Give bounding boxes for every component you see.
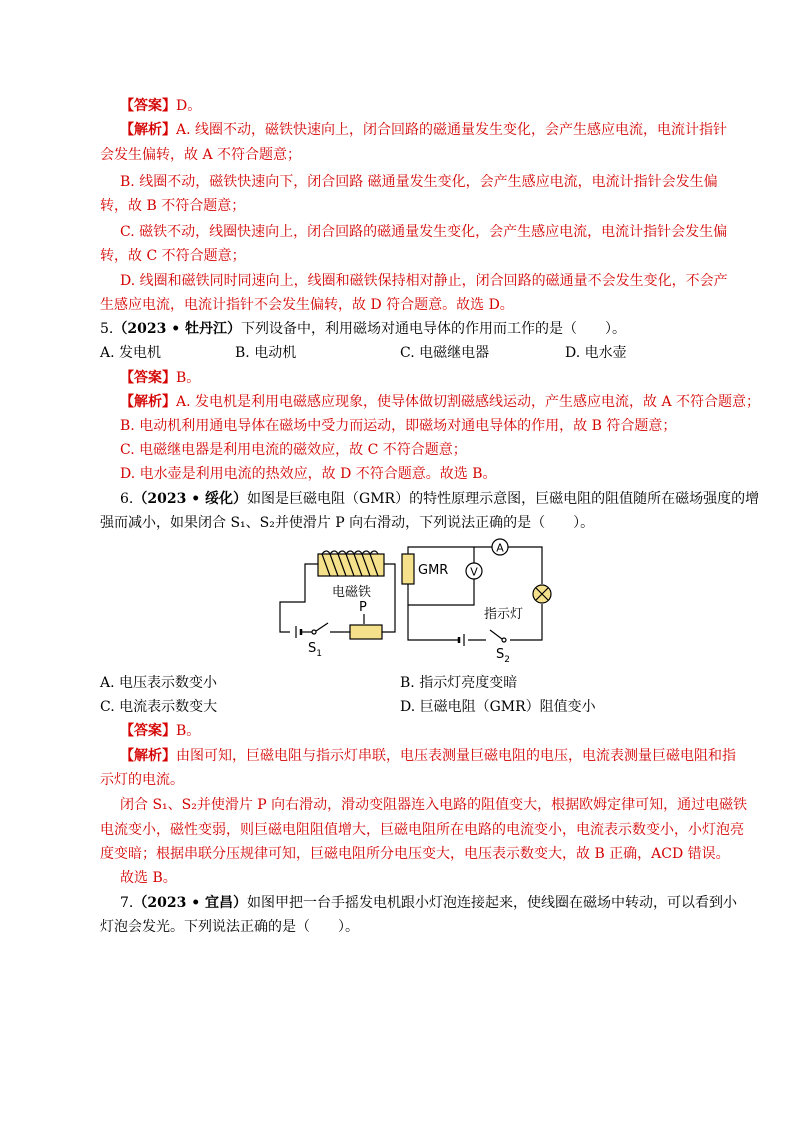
slider-label: P bbox=[359, 600, 367, 615]
q5-analysis-line: D. 电水壶是利用电流的热效应，故 D 不符合题意。故选 B。 bbox=[120, 466, 497, 482]
q4-analysis-line: 【解析】A. 线圈不动，磁铁快速向上，闭合回路的磁通量发生变化，会产生感应电流，电流计指针 bbox=[120, 122, 728, 138]
q5-answer: 【答案】B。 bbox=[120, 370, 201, 386]
q6-analysis-line: 电流变小，磁性变弱，则巨磁电阻阻值增大，巨磁电阻所在电路的电流变小，电流表示数变小，小灯泡亮 bbox=[100, 822, 744, 838]
q6-analysis-line: 故选 B。 bbox=[120, 870, 177, 886]
q6-analysis-line: 【解析】由图可知，巨磁电阻与指示灯串联，电压表测量巨磁电阻的电压，电流表测量巨磁电阻和指 bbox=[120, 748, 736, 764]
q5-analysis-line: C. 电磁继电器是利用电流的磁效应，故 C 不符合题意； bbox=[120, 442, 467, 458]
wire bbox=[408, 605, 459, 640]
q5-analysis-line: 【解析】A. 发电机是利用电磁感应现象，使导体做切割磁感线运动，产生感应电流，故 A 不符合题意； bbox=[120, 394, 761, 410]
q6-option-d: D. 巨磁电阻（GMR）阻值变小 bbox=[400, 699, 596, 715]
q7-stem: 7.（2023 • 宜昌）如图甲把一台手摇发电机跟小灯泡连接起来，使线圈在磁场中转动，可以看到小 bbox=[120, 895, 738, 911]
ammeter-label: A bbox=[496, 541, 504, 555]
q4-analysis-line: 生感应电流，电流计指针不会发生偏转，故 D 符合题意。故选 D。 bbox=[100, 297, 514, 313]
q4-analysis-line: 转，故 B 不符合题意； bbox=[100, 198, 246, 214]
s2-label: $S_2$ bbox=[496, 647, 510, 662]
q5-option-d: D. 电水壶 bbox=[565, 345, 627, 361]
q4-analysis-line: C. 磁铁不动，线圈快速向上，闭合回路的磁通量发生变化，会产生感应电流，电流计指针会发生偏 bbox=[120, 224, 728, 240]
switch-s1-pivot bbox=[312, 630, 316, 634]
switch-s2-blade bbox=[490, 630, 502, 639]
q6-analysis-line: 闭合 S₁、S₂并使滑片 P 向右滑动，滑动变阻器连入电路的阻值变大，根据欧姆定律可知，通过电磁铁 bbox=[120, 797, 748, 813]
electromagnet-label: 电磁铁 bbox=[332, 585, 372, 600]
switch-s2-pivot bbox=[502, 638, 506, 642]
s1-label: $S_1$ bbox=[308, 641, 322, 659]
q4-answer: 【答案】D。 bbox=[120, 98, 202, 114]
q5-option-b: B. 电动机 bbox=[235, 345, 297, 361]
gmr-circuit-diagram bbox=[260, 532, 560, 662]
q6-option-c: C. 电流表示数变大 bbox=[100, 699, 218, 715]
voltmeter-label: V bbox=[470, 565, 478, 579]
q6-stem-line2: 强而减小，如果闭合 S₁、S₂并使滑片 P 向右滑动，下列说法正确的是（ ）。 bbox=[100, 515, 595, 531]
q7-stem-line2: 灯泡会发光。下列说法正确的是（ ）。 bbox=[100, 919, 359, 935]
q6-answer: 【答案】B。 bbox=[120, 723, 201, 739]
wire bbox=[280, 564, 320, 632]
q4-analysis-line: 转，故 C 不符合题意； bbox=[100, 248, 246, 264]
q6-option-a: A. 电压表示数变小 bbox=[100, 675, 218, 691]
q4-analysis-line: D. 线圈和磁铁同时同速向上，线圈和磁铁保持相对静止，闭合回路的磁通量不会发生变化，不会产 bbox=[120, 273, 728, 289]
rheostat bbox=[350, 625, 382, 639]
wire bbox=[408, 578, 474, 605]
q6-analysis-line: 度变暗；根据串联分压规律可知，巨磁电阻所分电压变大，电压表示数变大，故 B 正确，ACD 错误。 bbox=[100, 846, 730, 862]
gmr-label: GMR bbox=[418, 563, 449, 578]
q5-option-c: C. 电磁继电器 bbox=[400, 345, 490, 361]
q5-stem: 5.（2023 • 牡丹江）下列设备中，利用磁场对通电导体的作用而工作的是（ ）。 bbox=[100, 321, 627, 337]
q5-option-a: A. 发电机 bbox=[100, 345, 162, 361]
gmr-resistor bbox=[402, 554, 414, 584]
q4-analysis-line: B. 线圈不动，磁铁快速向下，闭合回路 磁通量发生变化，会产生感应电流，电流计指针会发生偏 bbox=[120, 174, 718, 190]
q6-option-b: B. 指示灯亮度变暗 bbox=[400, 675, 518, 691]
switch-s1-blade bbox=[316, 623, 328, 631]
q5-analysis-line: B. 电动机利用通电导体在磁场中受力而运动，即磁场对通电导体的作用，故 B 符合题意； bbox=[120, 418, 677, 434]
q4-analysis-line: 会发生偏转，故 A 不符合题意； bbox=[100, 147, 302, 163]
indicator-label: 指示灯 bbox=[484, 607, 524, 622]
q6-stem: 6.（2023 • 绥化）如图是巨磁电阻（GMR）的特性原理示意图，巨磁电阻的阻值随所在磁场强度的增 bbox=[120, 491, 760, 507]
q6-analysis-line: 示灯的电流。 bbox=[100, 772, 184, 788]
